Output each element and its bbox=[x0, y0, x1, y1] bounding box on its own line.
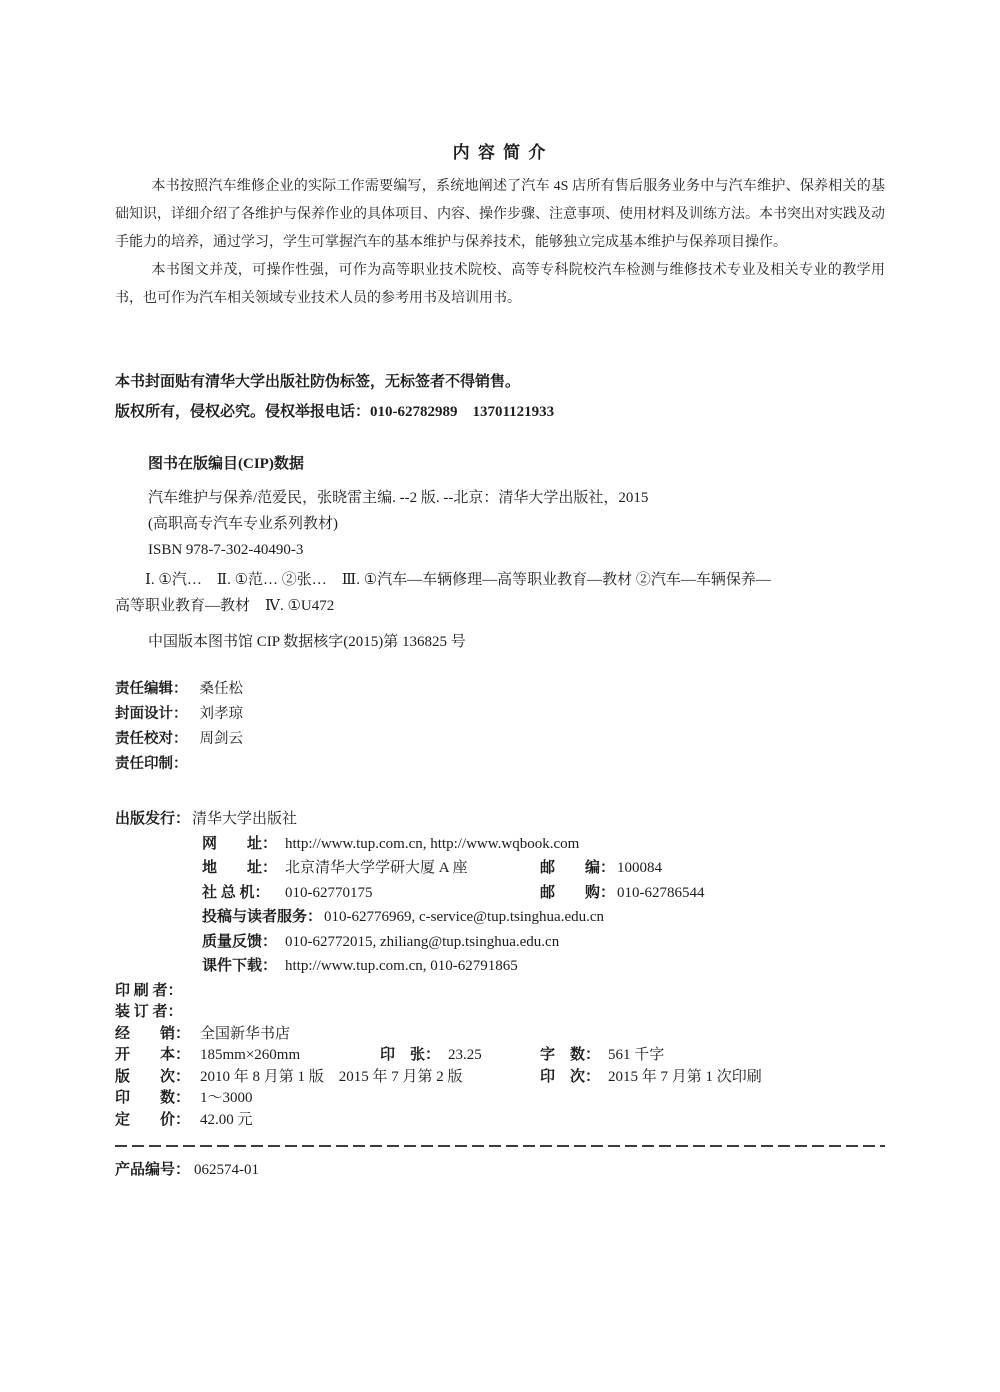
field-label: 邮 购： bbox=[540, 884, 616, 901]
cip-class-line2: 高等职业教育—教材 Ⅳ. ①U472 bbox=[115, 598, 335, 614]
postcode-field bbox=[540, 856, 662, 881]
credit-value: 周剑云 bbox=[199, 731, 243, 747]
sheet-count-value: 23.25 bbox=[448, 1047, 482, 1063]
cip-isbn: ISBN 978-7-302-40490-3 bbox=[148, 542, 304, 558]
cip-classification bbox=[115, 567, 885, 619]
distributor-value: 全国新华书店 bbox=[200, 1025, 291, 1042]
credit-label: 责任印制： bbox=[115, 756, 188, 772]
publisher-block bbox=[115, 807, 885, 979]
anti-piracy-notice bbox=[115, 367, 885, 427]
production-row-printer bbox=[115, 981, 885, 1003]
sheet-count-field bbox=[380, 1045, 482, 1067]
production-row-format bbox=[115, 1045, 885, 1067]
address-value: 北京清华大学学研大厦 A 座 bbox=[285, 860, 468, 876]
field-label: 质量反馈： bbox=[202, 933, 278, 950]
cip-record-number: 中国版本图书馆 CIP 数据核字(2015)第 136825 号 bbox=[148, 634, 466, 650]
field-label: 邮 编： bbox=[540, 860, 616, 876]
field-label: 印 刷 者： bbox=[115, 982, 183, 999]
credit-label: 封面设计： bbox=[115, 706, 188, 722]
cip-class-line1: Ⅰ. ①汽… Ⅱ. ①范… ②张… Ⅲ. ①汽车—车辆修理—高等职业教育—教材 ②汽车—车辆保养— bbox=[145, 572, 771, 588]
cip-title-line: 汽车维护与保养/范爱民，张晓雷主编. --2 版. --北京：清华大学出版社，2015 bbox=[148, 490, 649, 506]
print-run-value: 1～3000 bbox=[200, 1090, 253, 1106]
production-row-price bbox=[115, 1110, 885, 1132]
publisher-row-courseware-download bbox=[115, 954, 885, 979]
field-label: 印 次： bbox=[540, 1068, 601, 1085]
credit-row-cover-design bbox=[115, 702, 885, 727]
field-label: 网 址： bbox=[202, 835, 278, 852]
publisher-row-quality-feedback bbox=[115, 930, 885, 955]
cip-header: 图书在版编目(CIP)数据 bbox=[148, 456, 304, 472]
intro-paragraph-2: 本书图文并茂，可操作性强，可作为高等职业技术院校、高等专科院校汽车检测与维修技术专业及相关专业的教学用书，也可作为汽车相关领域专业技术人员的参考用书及培训用书。 bbox=[115, 263, 885, 306]
website-url: http://www.tup.com.cn, http://www.wqbook.com bbox=[285, 835, 580, 852]
courseware-download-value: http://www.tup.com.cn, 010-62791865 bbox=[285, 958, 518, 974]
anti-piracy-line1: 本书封面贴有清华大学出版社防伪标签，无标签者不得销售。 bbox=[115, 374, 521, 390]
format-value: 185mm×260mm bbox=[200, 1047, 301, 1063]
credit-row-editor bbox=[115, 677, 885, 702]
production-row-binder bbox=[115, 1002, 885, 1024]
word-count-field bbox=[540, 1045, 664, 1067]
publisher-row-reader-service bbox=[115, 905, 885, 930]
postcode-value: 100084 bbox=[617, 860, 663, 876]
field-label: 版 次： bbox=[115, 1068, 191, 1085]
publisher-label: 出版发行： bbox=[115, 811, 191, 827]
field-label: 开 本： bbox=[115, 1047, 191, 1063]
production-row-distributor bbox=[115, 1024, 885, 1046]
production-row-edition bbox=[115, 1067, 885, 1089]
quality-feedback-value: 010-62772015, zhiliang@tup.tsinghua.edu.cn bbox=[285, 933, 560, 950]
field-label: 定 价： bbox=[115, 1111, 191, 1128]
credit-row-print-supervisor bbox=[115, 752, 885, 777]
publisher-row-website bbox=[115, 832, 885, 857]
credit-label: 责任编辑： bbox=[115, 681, 188, 697]
field-label: 印 张： bbox=[380, 1047, 441, 1063]
reader-service-value: 010-62776969, c-service@tup.tsinghua.edu.cn bbox=[324, 909, 605, 925]
mail-order-field bbox=[540, 881, 705, 906]
cip-body bbox=[115, 485, 885, 563]
product-number-row bbox=[115, 1158, 885, 1179]
field-label: 印 数： bbox=[115, 1090, 191, 1106]
price-value: 42.00 元 bbox=[200, 1111, 253, 1128]
product-number-value: 062574-01 bbox=[194, 1162, 260, 1178]
production-row-print-run bbox=[115, 1088, 885, 1110]
anti-piracy-line2: 版权所有，侵权必究。侵权举报电话：010-62782989 13701121933 bbox=[115, 404, 555, 420]
dashed-separator bbox=[115, 1145, 885, 1147]
cip-block bbox=[115, 451, 885, 655]
field-label: 投稿与读者服务： bbox=[202, 909, 323, 925]
intro-title: 内 容 简 介 bbox=[452, 143, 548, 162]
field-label: 装 订 者： bbox=[115, 1004, 183, 1020]
word-count-value: 561 千字 bbox=[608, 1047, 665, 1063]
edition-value: 2010 年 8 月第 1 版 2015 年 7 月第 2 版 bbox=[200, 1068, 463, 1085]
product-number-label: 产品编号： bbox=[115, 1162, 191, 1178]
staff-credits bbox=[115, 677, 885, 777]
production-block bbox=[115, 981, 885, 1132]
intro-paragraph-1: 本书按照汽车维修企业的实际工作需要编写，系统地阐述了汽车 4S 店所有售后服务业务中与汽车维护、保养相关的基础知识，详细介绍了各维护与保养作业的具体项目、内容、操作步骤、注意事项、使用材料及训练方法。本书突出对实践及动手能力的培养，通过学习，学生可掌握汽车的基本维护与保养技术，能够独立完成基本维护与保养项目操作。 bbox=[115, 179, 885, 250]
impression-field bbox=[540, 1067, 762, 1089]
field-label: 字 数： bbox=[540, 1047, 601, 1063]
publisher-name: 清华大学出版社 bbox=[192, 811, 298, 827]
field-label: 社 总 机： bbox=[202, 884, 270, 901]
field-label: 地 址： bbox=[202, 860, 278, 876]
switchboard-value: 010-62770175 bbox=[285, 884, 373, 901]
impression-value: 2015 年 7 月第 1 次印刷 bbox=[608, 1068, 762, 1085]
publisher-row-switchboard bbox=[115, 881, 885, 906]
credit-value: 桑任松 bbox=[199, 681, 243, 697]
mail-order-value: 010-62786544 bbox=[617, 884, 705, 901]
publisher-row-main bbox=[115, 807, 885, 832]
publisher-row-address bbox=[115, 856, 885, 881]
cip-series-line: (高职高专汽车专业系列教材) bbox=[148, 516, 338, 532]
credit-row-proofreader bbox=[115, 727, 885, 752]
credit-value: 刘孝琼 bbox=[199, 706, 243, 722]
credit-label: 责任校对： bbox=[115, 731, 188, 747]
field-label: 经 销： bbox=[115, 1025, 191, 1042]
field-label: 课件下载： bbox=[202, 958, 278, 974]
